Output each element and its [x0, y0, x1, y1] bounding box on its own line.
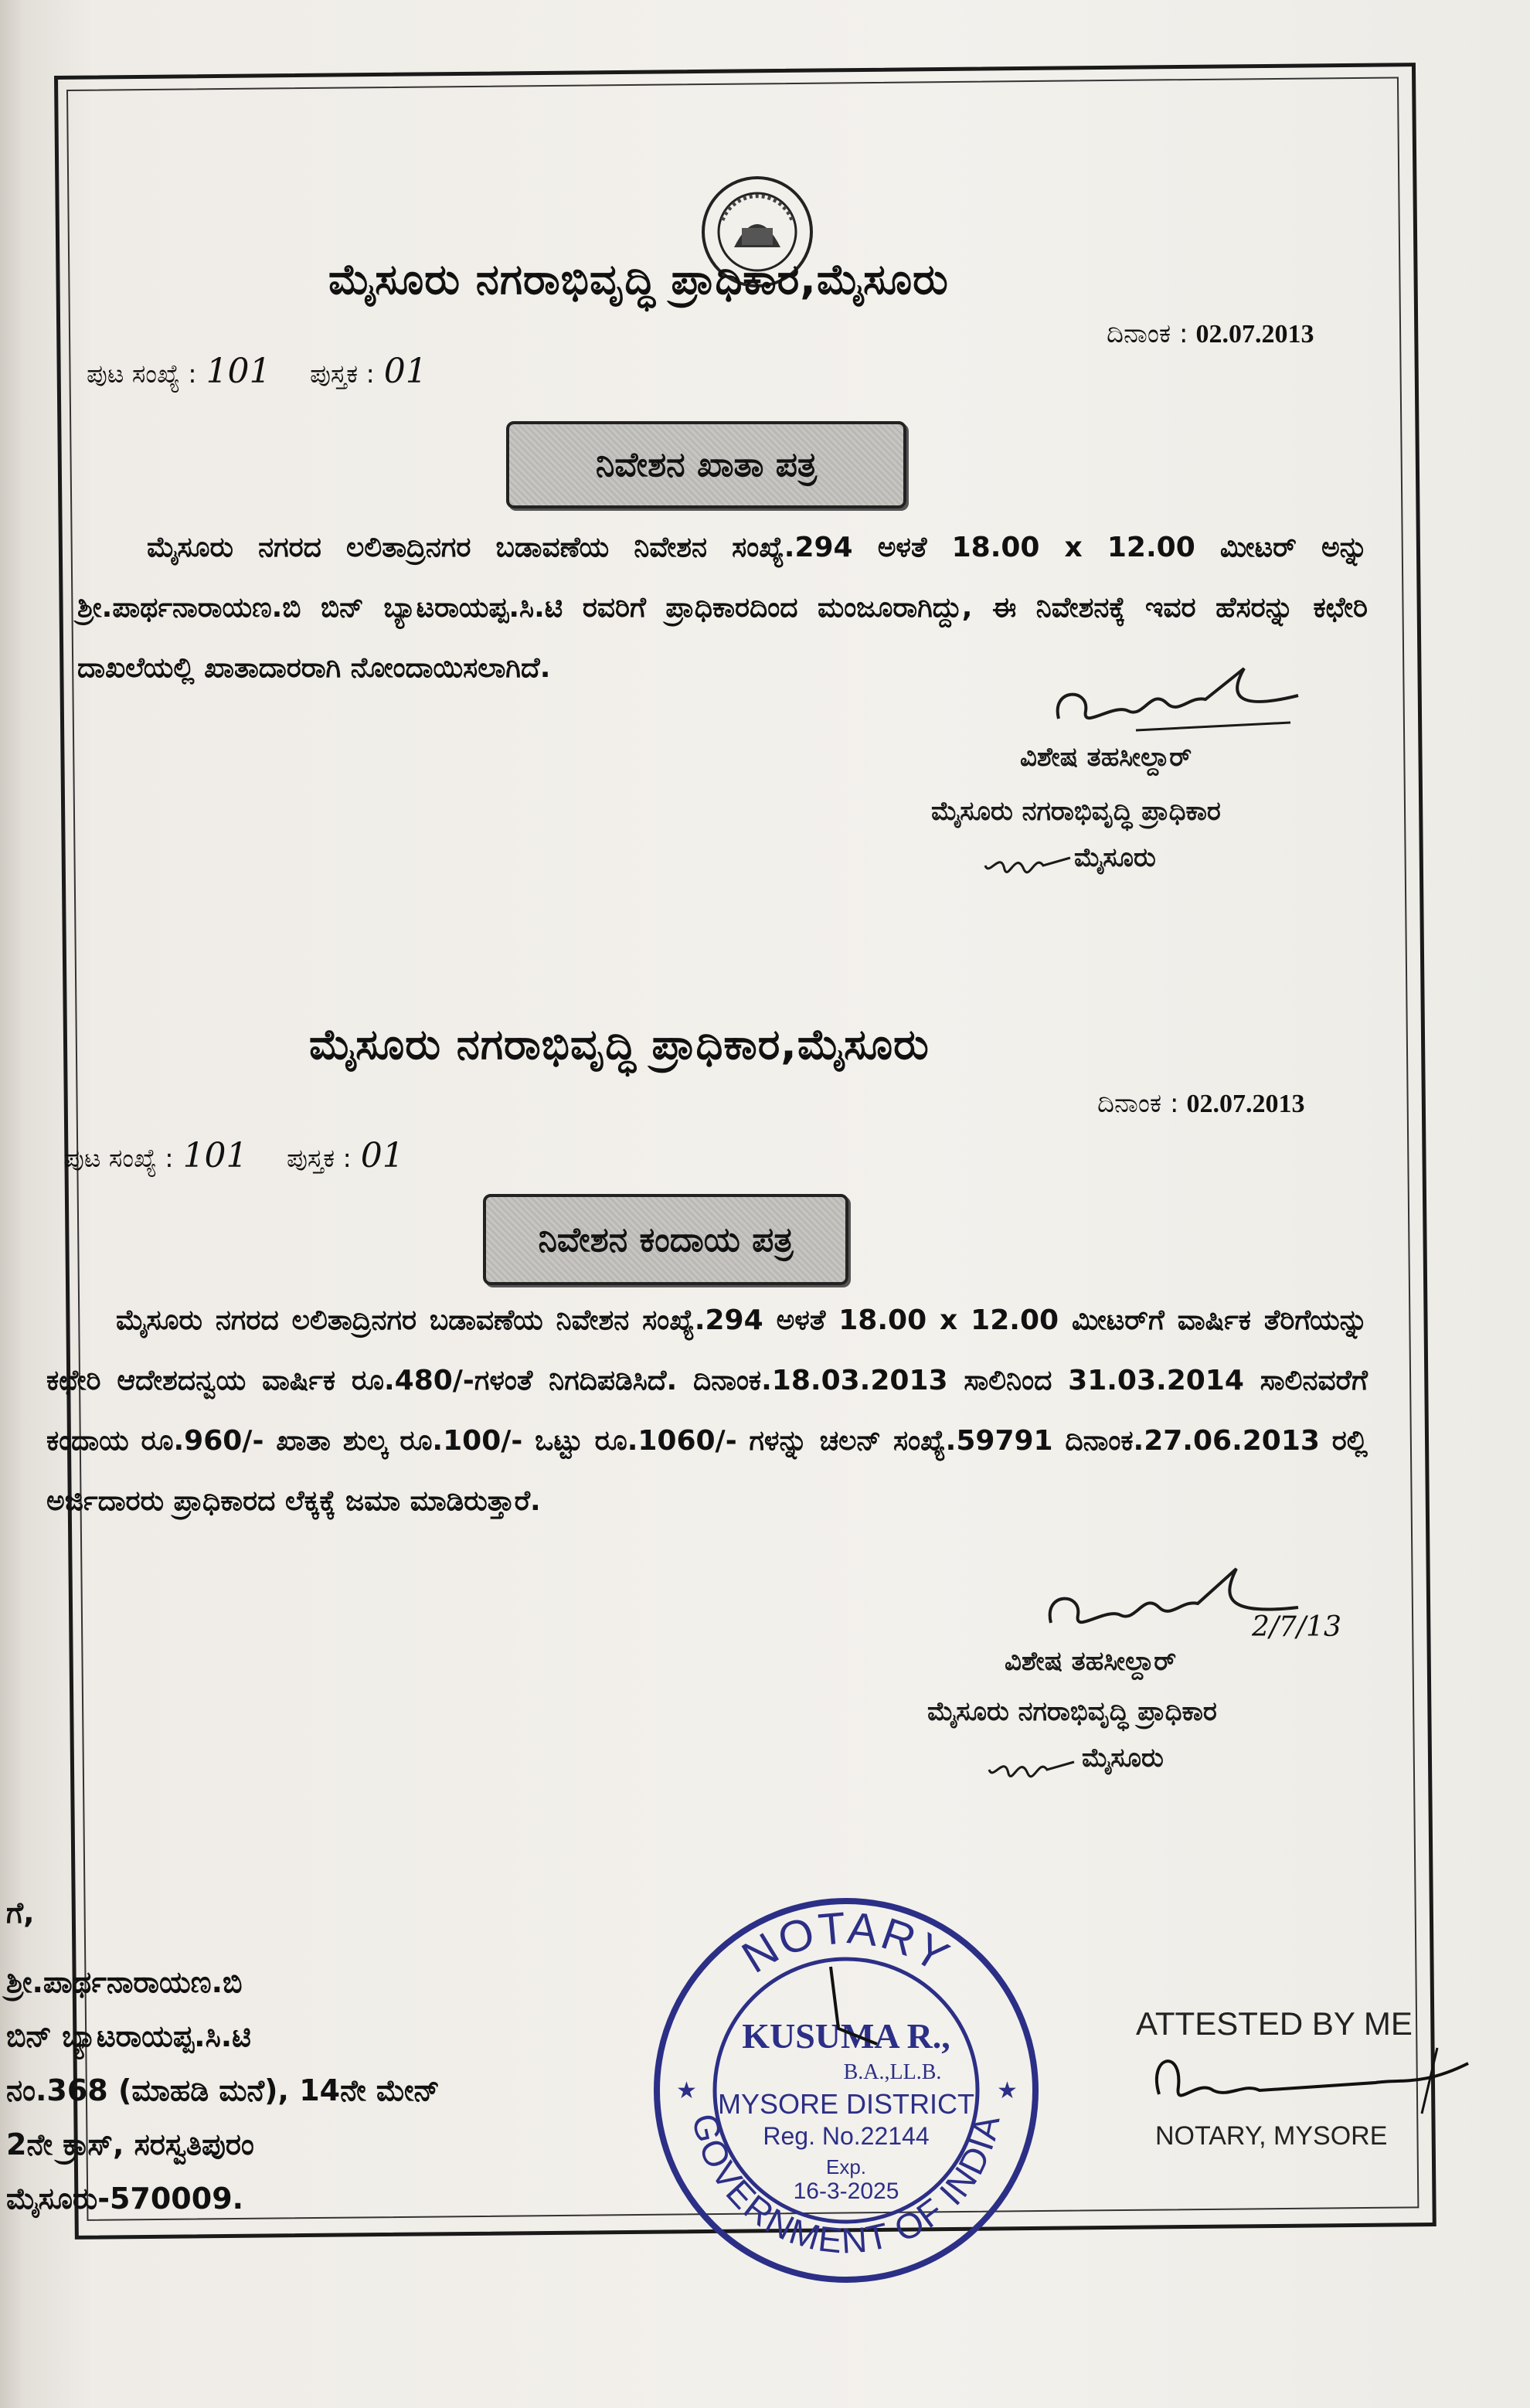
- page-number: 101: [182, 1136, 248, 1175]
- page-label: ಪುಟ ಸಂಖ್ಯೆ :: [87, 359, 197, 389]
- stamp-bottom-text: GOVERNMENT OF INDIA: [684, 2110, 1008, 2261]
- date-2: [1097, 1088, 1305, 1119]
- sign-city-2: ಮೈಸೂರು: [1082, 1743, 1164, 1774]
- khata-paragraph: ಮೈಸೂರು ನಗರದ ಲಲಿತಾದ್ರಿನಗರ ಬಡಾವಣೆಯ ನಿವೇಶನ ಸಂಖ್ಯೆ.294 ಅಳತೆ 18.00 x 12.00 ಮೀಟರ್ ಅನ್ನು ಶ್ರೀ.ಪಾರ್ಥನಾರಾಯಣ.ಬಿ ಬಿನ್ ಬ್ಯಾಟರಾಯಪ್ಪ.ಸಿ.ಟಿ ರವರಿಗೆ ಪ್ರಾಧಿಕಾರದಿಂದ ಮಂಜೂರಾಗಿದ್ದು, ಈ ನಿವೇಶನಕ್ಕೆ ಇವರ ಹೆಸರನ್ನು ಕಛೇರಿ ದಾಖಲೆಯಲ್ಲಿ ಖಾತಾದಾರರಾಗಿ ನೋಂದಾಯಿಸಲಾಗಿದೆ.: [77, 532, 1368, 684]
- attestation-signature: [1144, 2040, 1491, 2117]
- stamp-top-text: NOTARY: [733, 1903, 960, 1984]
- date-label: ದಿನಾಂಕ :: [1097, 1088, 1179, 1119]
- stamp-name: KUSUMA R.,: [742, 2016, 950, 2056]
- book-number: 01: [360, 1136, 404, 1175]
- page-label: ಪುಟ ಸಂಖ್ಯೆ :: [63, 1143, 174, 1173]
- initials-2: [985, 1739, 1078, 1785]
- signature-1: [1043, 657, 1306, 750]
- notary-stamp: [645, 1889, 1047, 2291]
- address-line: ಬಿನ್ ಬ್ಯಾಟರಾಯಪ್ಪ.ಸಿ.ಟಿ: [6, 2019, 251, 2053]
- date-label: ದಿನಾಂಕ :: [1107, 318, 1188, 349]
- sign-office-1: ಮೈಸೂರು ನಗರಾಭಿವೃದ್ಧಿ ಪ್ರಾಧಿಕಾರ: [931, 796, 1221, 827]
- stamp-exp: Exp.: [825, 2155, 867, 2178]
- initials-1: [981, 835, 1074, 881]
- address-line: ಶ್ರೀ.ಪಾರ್ಥನಾರಾಯಣ.ಬಿ: [6, 1965, 243, 1999]
- addressee-block: [6, 1886, 440, 2226]
- address-line: ನಂ.368 (ಮಾಹಡಿ ಮನೆ), 14ನೇ ಮೇನ್: [6, 2073, 440, 2107]
- svg-text:NOTARY: [733, 1903, 959, 1983]
- sign-city-1: ಮೈಸೂರು: [1074, 842, 1156, 873]
- kandaya-title-box: ನಿವೇಶನ ಕಂದಾಯ ಪತ್ರ: [483, 1194, 848, 1285]
- stamp-exp-date: 16-3-2025: [793, 2178, 899, 2204]
- stamp-qualification: B.A.,LL.B.: [843, 2060, 942, 2084]
- svg-text:★: ★: [997, 2077, 1018, 2104]
- authority-heading-1: ಮೈಸೂರು ನಗರಾಭಿವೃದ್ಧಿ ಪ್ರಾಧಿಕಾರ,ಮೈಸೂರು: [328, 255, 949, 304]
- address-line: ಮೈಸೂರು-570009.: [6, 2182, 244, 2216]
- sign-date-2: 2/7/13: [1252, 1611, 1341, 1643]
- khata-title-box: ನಿವೇಶನ ಖಾತಾ ಪತ್ರ: [506, 421, 906, 508]
- address-to: ಗೆ,: [6, 1896, 35, 1930]
- svg-text:★: ★: [676, 2077, 697, 2104]
- sign-title-1: ವಿಶೇಷ ತಹಸೀಲ್ದಾರ್: [1020, 742, 1192, 773]
- page-book-line-2: [63, 1136, 404, 1175]
- sign-title-2: ವಿಶೇಷ ತಹಸೀಲ್ದಾರ್: [1005, 1646, 1177, 1677]
- attested-by-label: ATTESTED BY ME: [1136, 2005, 1413, 2042]
- book-label: ಪುಸ್ತಕ :: [310, 359, 375, 389]
- stamp-district: MYSORE DISTRICT: [717, 2088, 975, 2120]
- book-number: 01: [383, 352, 427, 391]
- page-book-line-1: [87, 352, 427, 391]
- date-value: 02.07.2013: [1195, 320, 1314, 349]
- page-number: 101: [206, 352, 271, 391]
- notary-location: NOTARY, MYSORE: [1155, 2121, 1388, 2151]
- kandaya-body: [46, 1291, 1368, 1532]
- sign-office-2: ಮೈಸೂರು ನಗರಾಭಿವೃದ್ಧಿ ಪ್ರಾಧಿಕಾರ: [927, 1696, 1217, 1727]
- kandaya-paragraph: ಮೈಸೂರು ನಗರದ ಲಲಿತಾದ್ರಿನಗರ ಬಡಾವಣೆಯ ನಿವೇಶನ ಸಂಖ್ಯೆ.294 ಅಳತೆ 18.00 x 12.00 ಮೀಟರ್‌ಗೆ ವಾರ್ಷಿಕ ತೆರಿಗೆಯನ್ನು ಕಛೇರಿ ಆದೇಶದನ್ವಯ ವಾರ್ಷಿಕ ರೂ.480/-ಗಳಂತೆ ನಿಗದಿಪಡಿಸಿದೆ. ದಿನಾಂಕ.18.03.2013 ಸಾಲಿನಿಂದ 31.03.2014 ಸಾಲಿನವರೆಗೆ ಕಂದಾಯ ರೂ.960/- ಖಾತಾ ಶುಲ್ಕ ರೂ.100/- ಒಟ್ಟು ರೂ.1060/- ಗಳನ್ನು ಚಲನ್ ಸಂಖ್ಯೆ.59791 ದಿನಾಂಕ.27.06.2013 ರಲ್ಲಿ ಅರ್ಜಿದಾರರು ಪ್ರಾಧಿಕಾರದ ಲೆಕ್ಕಕ್ಕೆ ಜಮಾ ಮಾಡಿರುತ್ತಾರೆ.: [46, 1304, 1368, 1517]
- date-1: [1107, 318, 1314, 349]
- date-value: 02.07.2013: [1186, 1090, 1305, 1118]
- book-label: ಪುಸ್ತಕ :: [287, 1143, 352, 1173]
- stamp-reg: Reg. No.22144: [763, 2122, 930, 2150]
- authority-heading-2: ಮೈಸೂರು ನಗರಾಭಿವೃದ್ಧಿ ಪ್ರಾಧಿಕಾರ,ಮೈಸೂರು: [309, 1020, 930, 1069]
- address-line: 2ನೇ ಕ್ರಾಸ್, ಸರಸ್ವತಿಪುರಂ: [6, 2127, 254, 2161]
